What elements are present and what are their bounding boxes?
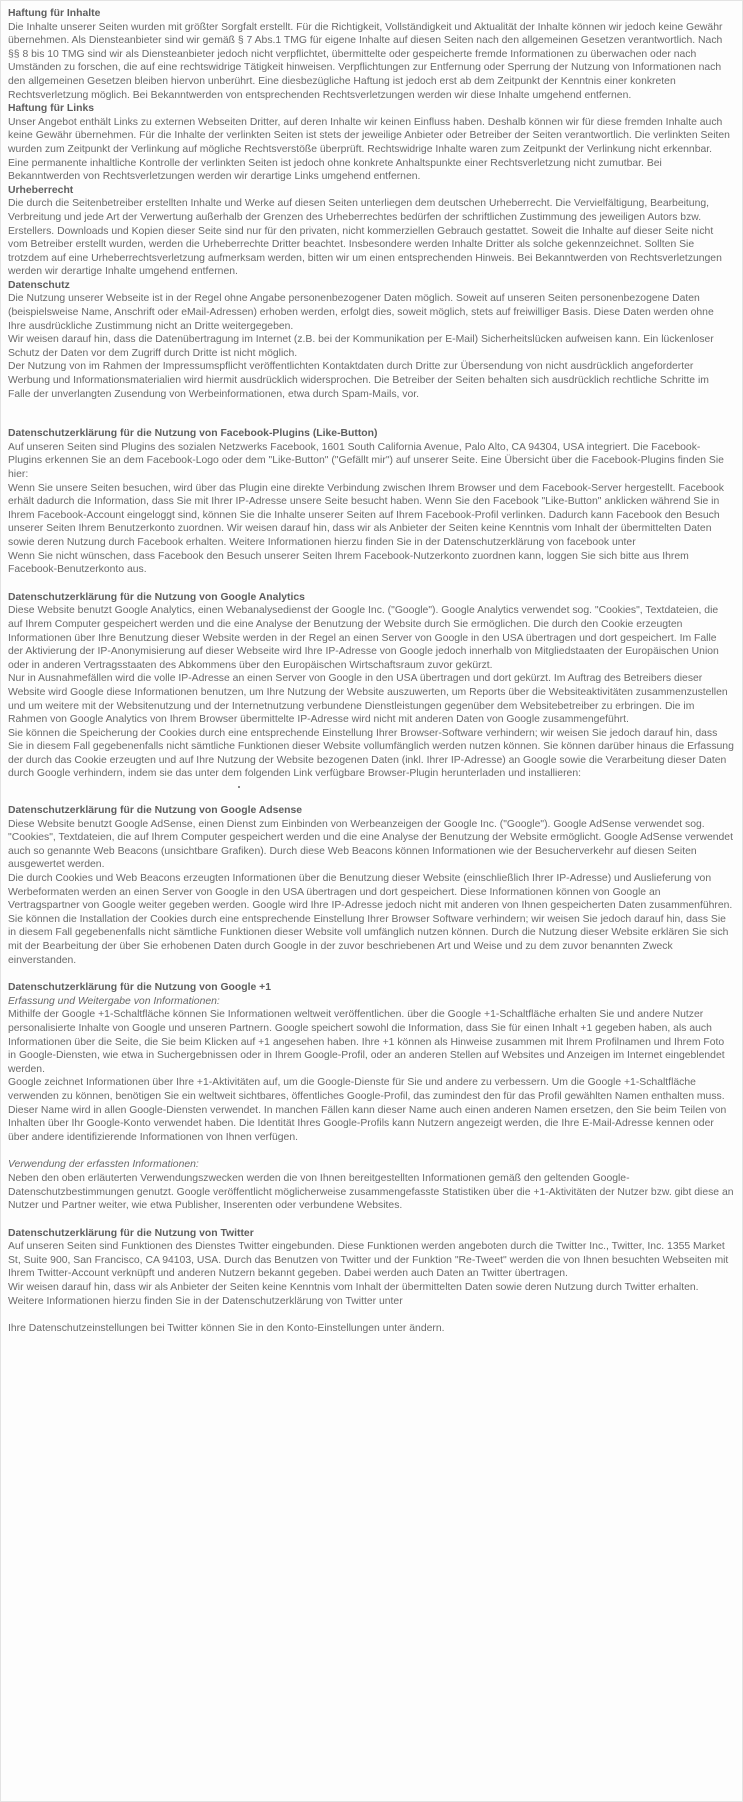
legal-content — [1, 1, 742, 1336]
paragraph: Auf unseren Seiten sind Plugins des sozialen Netzwerks Facebook, 1601 South California Avenue, Palo Alto, CA 94304, USA integriert. Die Facebook-Plugins erkennen Sie an dem Facebook-Logo oder dem "Like-Button" ("Gefällt mir") auf unserer Seite. Eine Übersicht über die Facebook-Plugins finden Sie hier: — [8, 441, 724, 480]
paragraph: Auf unseren Seiten sind Funktionen des Dienstes Twitter eingebunden. Diese Funktionen werden angeboten durch die Twitter Inc., Twitter, Inc. 1355 Market St, Suite 900, San Francisco, CA 94103, USA. Durch das Benutzen von Twitter und der Funktion "Re-Tweet" werden die von Ihnen besuchten Webseiten mit Ihrem Twitter-Account verknüpft und anderen Nutzern bekannt gegeben. Dabei werden auch Daten an Twitter übertragen. — [8, 1241, 729, 1280]
paragraph: Google zeichnet Informationen über Ihre +1-Aktivitäten auf, um die Google-Dienste für Sie und andere zu verbessern. Um die Google +1-Schaltfläche verwenden zu können, benötigen Sie ein weltweit sichtbares, öffentliches Google-Profil, das zumindest den für das Profil gewählten Namen enthalten muss. Dieser Name wird in allen Google-Diensten verwendet. In manchen Fällen kann dieser Name auch einen anderen Namen ersetzen, den Sie beim Teilen von Inhalten über Ihr Google-Konto verwendet haben. Die Identität Ihres Google-Profils kann Nutzern angezeigt werden, die Ihre E-Mail-Adresse kennen oder über andere identifizierende Informationen von Ihnen verfügen. — [8, 1077, 727, 1143]
paragraph: Nur in Ausnahmefällen wird die volle IP-Adresse an einen Server von Google in den USA übertragen und dort gekürzt. Im Auftrag des Betreibers dieser Website wird Google diese Informationen benutzen, um Ihre Nutzung der Website auszuwerten, um Reports über die Websiteaktivitäten zusammenzustellen und um weitere mit der Websitenutzung und der Internetnutzung verbundene Dienstleistungen gegenüber dem Websitebetreiber zu erbringen. Die im Rahmen von Google Analytics von Ihrem Browser übermittelte IP-Adresse wird nicht mit anderen Daten von Google zusammengeführt. — [8, 673, 728, 726]
heading-twitter: Datenschutzerklärung für die Nutzung von Twitter — [8, 1227, 254, 1239]
heading-facebook-plugins: Datenschutzerklärung für die Nutzung von Facebook-Plugins (Like-Button) — [8, 428, 378, 440]
paragraph: Mithilfe der Google +1-Schaltfläche können Sie Informationen weltweit veröffentlichen. über die Google +1-Schaltfläche erhalten Sie und andere Nutzer personalisierte Inhalte von Google und unseren Partnern. Google speichert sowohl die Information, dass Sie für einen Inhalt +1 gegeben haben, als auch Informationen über die Seite, die Sie beim Klicken auf +1 angesehen haben. Ihre +1 können als Hinweise zusammen mit Ihrem Profilnamen und Ihrem Foto in Google-Diensten, wie etwa in Suchergebnissen oder in Ihrem Google-Profil, oder an anderen Stellen auf Websites und Anzeigen im Internet eingeblendet werden. — [8, 1009, 725, 1075]
heading-google-plus-one: Datenschutzerklärung für die Nutzung von Google +1 — [8, 982, 271, 994]
paragraph: Die durch Cookies und Web Beacons erzeugten Informationen über die Benutzung dieser Website (einschließlich Ihrer IP-Adresse) und Auslieferung von Werbeformaten werden an einen Server von Google in den USA übertragen und dort gespeichert. Diese Informationen können von Google an Vertragspartner von Google weiter gegeben werden. Google wird Ihre IP-Adresse jedoch nicht mit anderen von Ihnen gespeicherten Daten zusammenführen. — [8, 873, 733, 912]
heading-haftung-links: Haftung für Links — [8, 103, 95, 115]
paragraph: Sie können die Speicherung der Cookies durch eine entsprechende Einstellung Ihrer Browser-Software verhindern; wir weisen Sie jedoch darauf hin, dass Sie in diesem Fall gegebenenfalls nicht sämtliche Funktionen dieser Website vollumfänglich werden nutzen können. Sie können darüber hinaus die Erfassung der durch das Cookie erzeugten und auf Ihre Nutzung der Website bezogenen Daten (inkl. Ihrer IP-Adresse) an Google sowie die Verarbeitung dieser Daten durch Google verhindern, indem sie das unter dem folgenden Link verfügbare Browser-Plugin herunterladen und installieren: — [8, 727, 734, 780]
paragraph: Diese Website benutzt Google AdSense, einen Dienst zum Einbinden von Werbeanzeigen der Google Inc. ("Google"). Google AdSense verwendet sog. "Cookies", Textdateien, die auf Ihrem Computer gespeichert werden und die eine Analyse der Benutzung der Website ermöglicht. Google AdSense verwendet auch so genannte Web Beacons (unsichtbare Grafiken). Durch diese Web Beacons können Informationen wie der Besucherverkehr auf diesen Seiten ausgewertet werden. — [8, 818, 733, 871]
heading-urheberrecht: Urheberrecht — [8, 184, 74, 196]
paragraph-closing: Ihre Datenschutzeinstellungen bei Twitter können Sie in den Konto-Einstellungen unter ändern. — [8, 1323, 445, 1335]
link-placeholder-dot[interactable] — [238, 786, 240, 788]
paragraph: Wenn Sie unsere Seiten besuchen, wird über das Plugin eine direkte Verbindung zwischen Ihrem Browser und dem Facebook-Server hergestellt. Facebook erhält dadurch die Information, dass Sie mit Ihrer IP-Adresse unsere Seite besucht haben. Wenn Sie den Facebook "Like-Button" anklicken während Sie in Ihrem Facebook-Account eingeloggt sind, können Sie die Inhalte unserer Seiten auf Ihrem Facebook-Profil verlinken. Dadurch kann Facebook den Besuch unserer Seiten Ihrem Benutzerkonto zuordnen. Wir weisen darauf hin, dass wir als Anbieter der Seiten keine Kenntnis vom Inhalt der übermittelten Daten sowie deren Nutzung durch Facebook erhalten. Weitere Informationen hierzu finden Sie in der Datenschutzerklärung von facebook unter — [8, 482, 725, 548]
paragraph: Unser Angebot enthält Links zu externen Webseiten Dritter, auf deren Inhalte wir keinen Einfluss haben. Deshalb können wir für diese fremden Inhalte auch keine Gewähr übernehmen. Für die Inhalte der verlinkten Seiten ist stets der jeweilige Anbieter oder Betreiber der Seiten verantwortlich. Die verlinkten Seiten wurden zum Zeitpunkt der Verlinkung auf mögliche Rechtsverstöße überprüft. Rechtswidrige Inhalte waren zum Zeitpunkt der Verlinkung nicht erkennbar. Eine permanente inhaltliche Kontrolle der verlinkten Seiten ist jedoch ohne konkrete Anhaltspunkte einer Rechtsverletzung nicht zumutbar. Bei Bekanntwerden von Rechtsverletzungen werden wir derartige Links umgehend entfernen. — [8, 116, 730, 183]
paragraph: Wir weisen darauf hin, dass wir als Anbieter der Seiten keine Kenntnis vom Inhalt der übermittelten Daten sowie deren Nutzung durch Twitter erhalten. Weitere Informationen hierzu finden Sie in der Datenschutzerklärung von Twitter unter — [8, 1282, 699, 1307]
paragraph: Neben den oben erläuterten Verwendungszwecken werden die von Ihnen bereitgestellten Informationen gemäß den geltenden Google-Datenschutzbestimmungen genutzt. Google veröffentlicht möglicherweise zusammengefasste Statistiken über die +1-Aktivitäten der Nutzer bzw. gibt diese an Nutzer und Partner weiter, wie etwa Publisher, Inserenten oder verbundene Websites. — [8, 1172, 734, 1212]
paragraph: Wir weisen darauf hin, dass die Datenübertragung im Internet (z.B. bei der Kommunikation per E-Mail) Sicherheitslücken aufweisen kann. Ein lückenloser Schutz der Daten vor dem Zugriff durch Dritte ist nicht möglich. — [8, 334, 714, 359]
paragraph: Der Nutzung von im Rahmen der Impressumspflicht veröffentlichten Kontaktdaten durch Dritte zur Übersendung von nicht ausdrücklich angeforderter Werbung und Informationsmaterialien wird hiermit ausdrücklich widersprochen. Die Betreiber der Seiten behalten sich ausdrücklich rechtliche Schritte im Falle der unverlangten Zusendung von Werbeinformationen, etwa durch Spam-Mails, vor. — [8, 361, 709, 400]
paragraph: Wenn Sie nicht wünschen, dass Facebook den Besuch unserer Seiten Ihrem Facebook-Nutzerkonto zuordnen kann, loggen Sie sich bitte aus Ihrem Facebook-Benutzerkonto aus. — [8, 550, 689, 576]
paragraph: Die durch die Seitenbetreiber erstellten Inhalte und Werke auf diesen Seiten unterliegen dem deutschen Urheberrecht. Die Vervielfältigung, Bearbeitung, Verbreitung und jede Art der Verwertung außerhalb der Grenzen des Urheberrechtes bedürfen der schriftlichen Zustimmung des jeweiligen Autors bzw. Erstellers. Downloads und Kopien dieser Seite sind nur für den privaten, nicht kommerziellen Gebrauch gestattet. Soweit die Inhalte auf dieser Seite nicht vom Betreiber erstellt wurden, werden die Urheberrechte Dritter beachtet. Insbesondere werden Inhalte Dritter als solche gekennzeichnet. Sollten Sie trotzdem auf eine Urheberrechtsverletzung aufmerksam werden, bitten wir um einen entsprechenden Hinweis. Bei Bekanntwerden von Rechtsverletzungen werden wir derartige Inhalte umgehend entfernen. — [8, 198, 722, 278]
heading-google-analytics: Datenschutzerklärung für die Nutzung von Google Analytics — [8, 591, 305, 603]
paragraph: Sie können die Installation der Cookies durch eine entsprechende Einstellung Ihrer Browser Software verhindern; wir weisen Sie jedoch darauf hin, dass Sie in diesem Fall gegebenenfalls nicht sämtliche Funktionen dieser Website voll umfänglich nutzen können. Durch die Nutzung dieser Website erklären Sie sich mit der Bearbeitung der über Sie erhobenen Daten durch Google in der zuvor beschriebenen Art und Weise und zu dem zuvor benannten Zweck einverstanden. — [8, 913, 729, 966]
subheading-erfassung: Erfassung und Weitergabe von Informationen: — [8, 995, 220, 1007]
heading-datenschutz: Datenschutz — [8, 279, 70, 291]
paragraph: Die Nutzung unserer Webseite ist in der Regel ohne Angabe personenbezogener Daten möglich. Soweit auf unseren Seiten personenbezogene Daten (beispielsweise Name, Anschrift oder eMail-Adressen) erhoben werden, erfolgt dies, soweit möglich, stets auf freiwilliger Basis. Diese Daten werden ohne Ihre ausdrückliche Zustimmung nicht an Dritte weitergegeben. — [8, 293, 714, 332]
paragraph: Die Inhalte unserer Seiten wurden mit größter Sorgfalt erstellt. Für die Richtigkeit, Vollständigkeit und Aktualität der Inhalte können wir jedoch keine Gewähr übernehmen. Als Diensteanbieter sind wir gemäß § 7 Abs.1 TMG für eigene Inhalte auf diesen Seiten nach den allgemeinen Gesetzen verantwortlich. Nach §§ 8 bis 10 TMG sind wir als Diensteanbieter jedoch nicht verpflichtet, übermittelte oder gespeicherte fremde Informationen zu überwachen oder nach Umständen zu forschen, die auf eine rechtswidrige Tätigkeit hinweisen. Verpflichtungen zur Entfernung oder Sperrung der Nutzung von Informationen nach den allgemeinen Gesetzen bleiben hiervon unberührt. Eine diesbezügliche Haftung ist jedoch erst ab dem Zeitpunkt der Kenntnis einer konkreten Rechtsverletzung möglich. Bei Bekanntwerden von entsprechenden Rechtsverletzungen werden wir diese Inhalte umgehend entfernen. — [8, 21, 723, 101]
heading-google-adsense: Datenschutzerklärung für die Nutzung von Google Adsense — [8, 805, 303, 817]
heading-haftung-inhalte: Haftung für Inhalte — [8, 8, 101, 19]
subheading-verwendung: Verwendung der erfassten Informationen: — [8, 1159, 199, 1171]
paragraph: Diese Website benutzt Google Analytics, einen Webanalysedienst der Google Inc. ("Google"). Google Analytics verwendet sog. "Cookies", Textdateien, die auf Ihrem Computer gespeichert werden und die eine Analyse der Benutzung der Website durch Sie ermöglichen. Die durch den Cookie erzeugten Informationen über Ihre Benutzung dieser Website werden in der Regel an einen Server von Google in den USA übertragen und dort gespeichert. Im Falle der Aktivierung der IP-Anonymisierung auf dieser Webseite wird Ihre IP-Adresse von Google jedoch innerhalb von Mitgliedstaaten der Europäischen Union oder in anderen Vertragsstaaten des Abkommens über den Europäischen Wirtschaftsraum zuvor gekürzt. — [8, 605, 719, 671]
